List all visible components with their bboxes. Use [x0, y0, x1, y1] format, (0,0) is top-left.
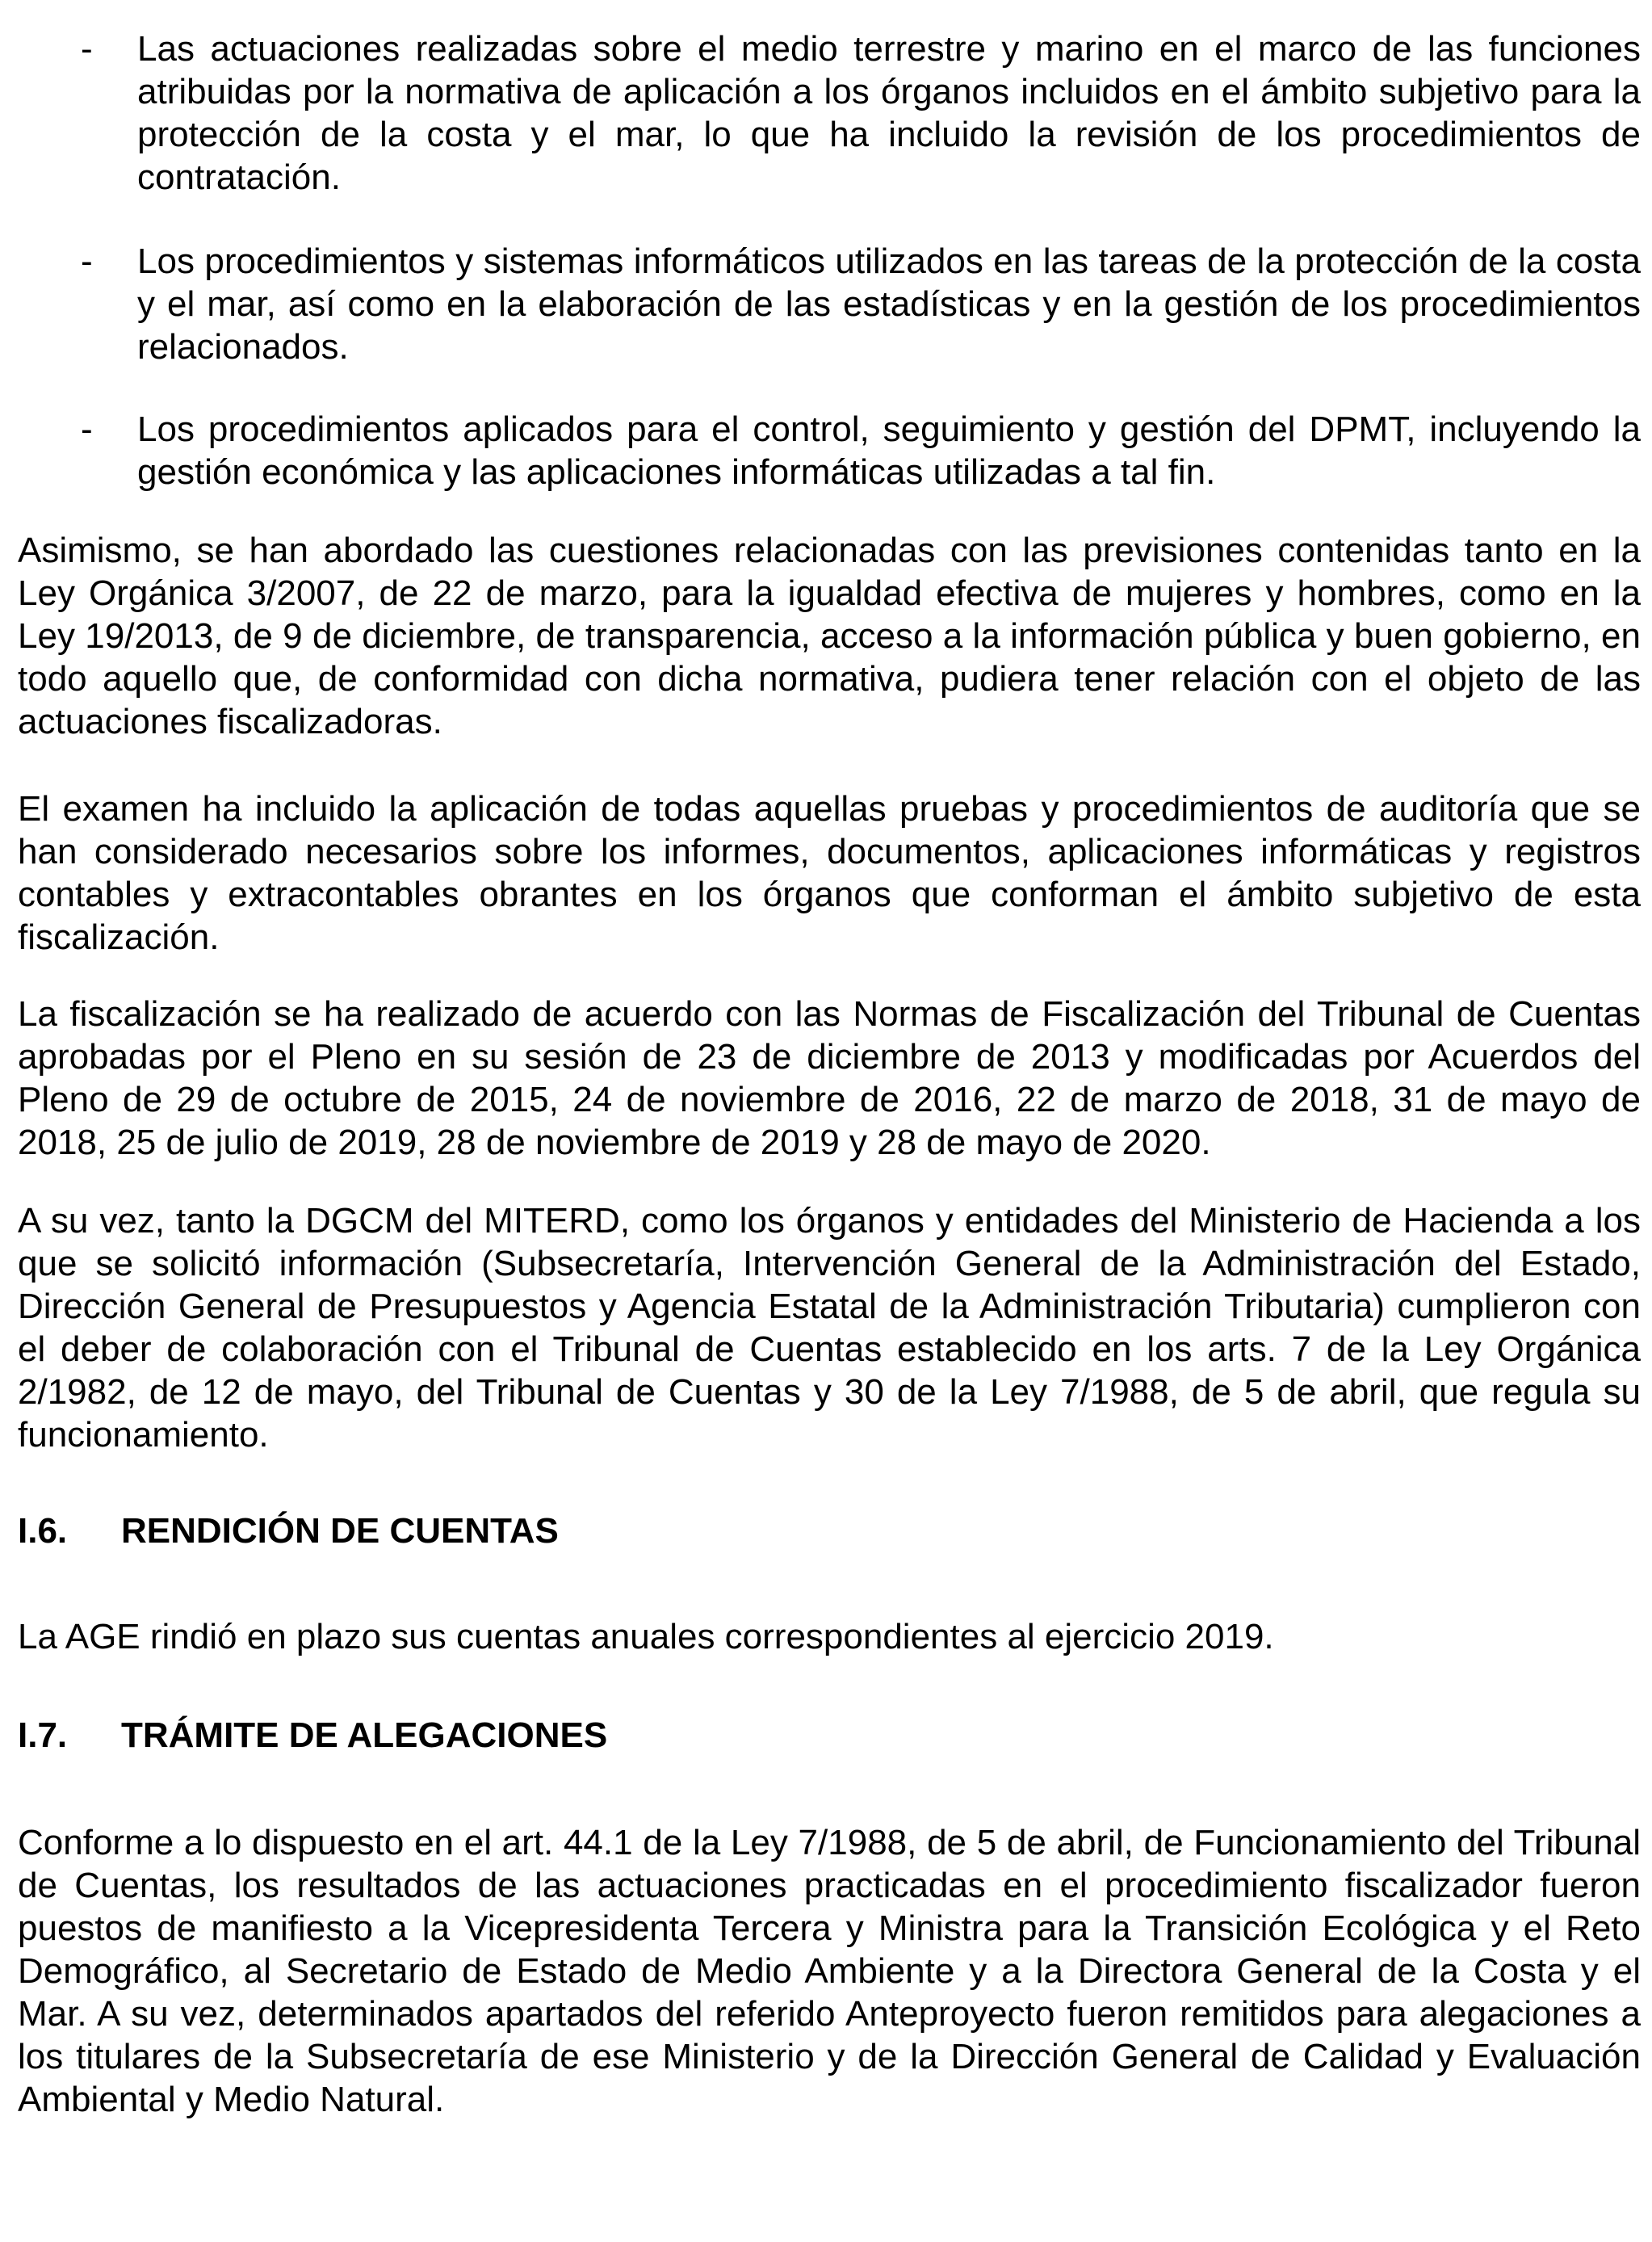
bullet-item: [18, 27, 1641, 199]
bullet-dash-marker: -: [81, 29, 93, 69]
section-heading-i7: [18, 1714, 1641, 1757]
bullet-item: [18, 408, 1641, 493]
bullet-dash-marker: -: [81, 241, 93, 281]
bullet-dash-marker: -: [81, 409, 93, 449]
paragraph-examen: El examen ha incluido la aplicación de todas aquellas pruebas y procedimientos de auditoría que se han considerado necesarios sobre los informes, documentos, aplicaciones informáticas y registros contables y extracontables obrantes en los órganos que conforman el ámbito subjetivo de esta fiscalización.: [18, 789, 1641, 957]
section-title: TRÁMITE DE ALEGACIONES: [121, 1715, 608, 1755]
paragraph-asuvez: A su vez, tanto la DGCM del MITERD, como los órganos y entidades del Ministerio de Hacienda a los que se solicitó información (Subsecretaría, Intervención General de la Administración del Estado, Dirección General de Presupuestos y Agencia Estatal de la Administración Tributaria) cumplieron con el deber de colaboración con el Tribunal de Cuentas establecido en los arts. 7 de la Ley Orgánica 2/1982, de 12 de mayo, del Tribunal de Cuentas y 30 de la Ley 7/1988, de 5 de abril, que regula su funcionamiento.: [18, 1201, 1641, 1455]
section-title: RENDICIÓN DE CUENTAS: [121, 1511, 559, 1551]
paragraph-fiscalizacion: La fiscalización se ha realizado de acuerdo con las Normas de Fiscalización del Tribunal de Cuentas aprobadas por el Pleno en su sesión de 23 de diciembre de 2013 y modificadas por Acuerdos del Pleno de 29 de octubre de 2015, 24 de noviembre de 2016, 22 de marzo de 2018, 31 de mayo de 2018, 25 de julio de 2019, 28 de noviembre de 2019 y 28 de mayo de 2020.: [18, 994, 1641, 1162]
bullet-text: Los procedimientos aplicados para el control, seguimiento y gestión del DPMT, incluyendo la gestión económica y las aplicaciones informáticas utilizadas a tal fin.: [137, 409, 1641, 492]
bullet-item: [18, 240, 1641, 368]
paragraph-rendicion-cuentas: La AGE rindió en plazo sus cuentas anuales correspondientes al ejercicio 2019.: [18, 1617, 1274, 1656]
section-heading-i6: [18, 1509, 1641, 1552]
section-number: I.6.: [18, 1511, 68, 1551]
paragraph-tramite-alegaciones: Conforme a lo dispuesto en el art. 44.1 de la Ley 7/1988, de 5 de abril, de Funcionamiento del Tribunal de Cuentas, los resultados de las actuaciones practicadas en el procedimiento fiscalizador fueron puestos de manifiesto a la Vicepresidenta Tercera y Ministra para la Transición Ecológica y el Reto Demográfico, al Secretario de Estado de Medio Ambiente y a la Directora General de la Costa y el Mar. A su vez, determinados apartados del referido Anteproyecto fueron remitidos para alegaciones a los titulares de la Subsecretaría de ese Ministerio y de la Dirección General de Calidad y Evaluación Ambiental y Medio Natural.: [18, 1823, 1641, 2119]
bullet-text: Las actuaciones realizadas sobre el medio terrestre y marino en el marco de las funciones atribuidas por la normativa de aplicación a los órganos incluidos en el ámbito subjetivo para la protección de la costa y el mar, lo que ha incluido la revisión de los procedimientos de contratación.: [137, 29, 1641, 197]
section-number: I.7.: [18, 1715, 68, 1755]
bullet-text: Los procedimientos y sistemas informáticos utilizados en las tareas de la protección de la costa y el mar, así como en la elaboración de las estadísticas y en la gestión de los procedimientos relacionados.: [137, 241, 1641, 367]
paragraph-asimismo: Asimismo, se han abordado las cuestiones relacionadas con las previsiones contenidas tanto en la Ley Orgánica 3/2007, de 22 de marzo, para la igualdad efectiva de mujeres y hombres, como en la Ley 19/2013, de 9 de diciembre, de transparencia, acceso a la información pública y buen gobierno, en todo aquello que, de conformidad con dicha normativa, pudiera tener relación con el objeto de las actuaciones fiscalizadoras.: [18, 531, 1641, 741]
